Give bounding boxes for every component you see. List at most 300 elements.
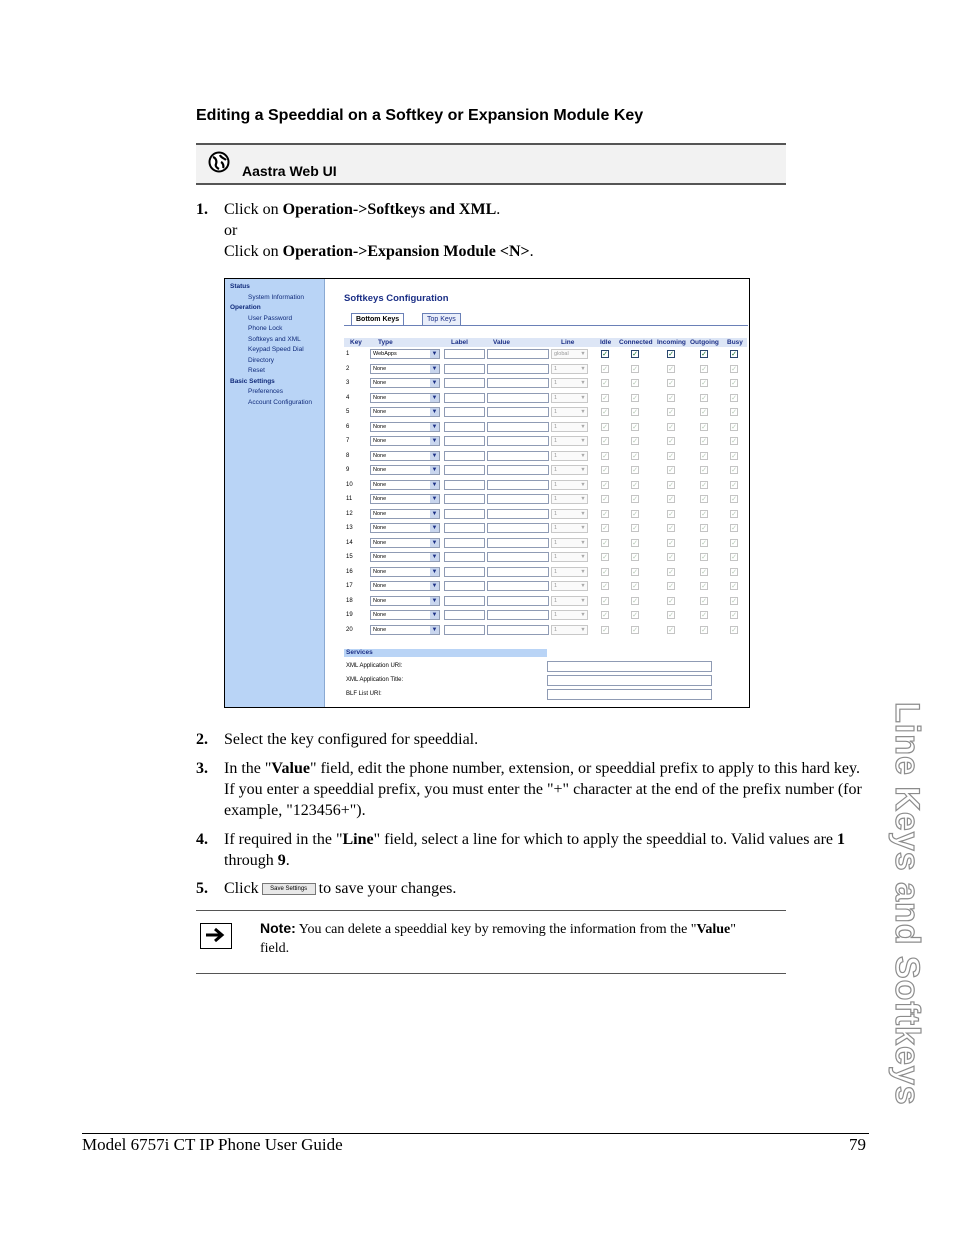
- state-checkbox[interactable]: ✓: [632, 351, 638, 358]
- state-checkbox[interactable]: ✓: [731, 394, 737, 402]
- key-number: 1: [346, 351, 350, 357]
- state-checkbox[interactable]: ✓: [602, 612, 608, 619]
- type-select[interactable]: None ▼: [370, 552, 440, 562]
- value-input[interactable]: [487, 610, 549, 620]
- step-1: [196, 199, 868, 262]
- line-select[interactable]: 1 ▼: [551, 523, 588, 533]
- step-1-or: or: [224, 222, 238, 239]
- state-checkbox[interactable]: ✓: [701, 380, 707, 387]
- label-input[interactable]: [444, 538, 485, 548]
- table-row: [325, 625, 749, 637]
- chevron-down-icon: ▼: [580, 597, 586, 604]
- state-checkbox[interactable]: ✓: [668, 554, 674, 561]
- line-select[interactable]: 1 ▼: [551, 552, 588, 562]
- line-select[interactable]: 1 ▼: [551, 494, 588, 504]
- label-input[interactable]: [444, 523, 485, 533]
- value-input[interactable]: [487, 465, 549, 475]
- table-row: [325, 581, 749, 593]
- state-checkbox[interactable]: ✓: [731, 539, 737, 547]
- key-number: 4: [346, 394, 350, 401]
- value-input[interactable]: [487, 436, 549, 446]
- web-ui-bar: [196, 143, 786, 185]
- state-checkbox[interactable]: ✓: [731, 626, 737, 634]
- nav-item[interactable]: Account Configuration: [248, 398, 312, 406]
- value-input[interactable]: [487, 581, 549, 591]
- type-select[interactable]: None ▼: [370, 378, 440, 388]
- table-row: [325, 349, 749, 361]
- type-select[interactable]: None ▼: [370, 480, 440, 490]
- chevron-down-icon: ▼: [431, 394, 438, 401]
- step-number: 1.: [196, 201, 208, 218]
- nav-item[interactable]: Softkeys and XML: [248, 335, 301, 343]
- type-select[interactable]: None ▼: [370, 523, 440, 533]
- state-checkbox[interactable]: ✓: [632, 510, 638, 518]
- label-input[interactable]: [444, 436, 485, 446]
- tab-bottom-keys[interactable]: Bottom Keys: [351, 313, 404, 325]
- services-header: Services: [344, 649, 547, 657]
- line-select[interactable]: 1 ▼: [551, 465, 588, 475]
- state-checkbox[interactable]: ✓: [731, 481, 737, 489]
- chevron-down-icon: ▼: [580, 423, 586, 430]
- state-checkbox[interactable]: ✓: [701, 423, 707, 431]
- value-input[interactable]: [487, 480, 549, 490]
- key-number: 13: [346, 525, 353, 531]
- chevron-down-icon: ▼: [431, 496, 438, 502]
- value-input[interactable]: [487, 567, 549, 577]
- state-checkbox[interactable]: ✓: [701, 481, 707, 489]
- state-checkbox[interactable]: ✓: [632, 365, 638, 373]
- state-checkbox[interactable]: ✓: [731, 452, 737, 460]
- value-input[interactable]: [487, 538, 549, 548]
- value-input[interactable]: [487, 364, 549, 374]
- state-checkbox[interactable]: ✓: [668, 394, 674, 402]
- state-checkbox[interactable]: ✓: [632, 626, 638, 634]
- state-checkbox[interactable]: ✓: [701, 612, 707, 619]
- state-checkbox[interactable]: ✓: [731, 380, 737, 387]
- label-input[interactable]: [444, 407, 485, 417]
- service-input[interactable]: [547, 675, 712, 686]
- table-row: [325, 480, 749, 492]
- state-checkbox[interactable]: ✓: [668, 467, 674, 474]
- chevron-down-icon: ▼: [431, 539, 438, 546]
- type-select[interactable]: None ▼: [370, 407, 440, 417]
- state-checkbox[interactable]: ✓: [602, 626, 608, 634]
- state-checkbox[interactable]: ✓: [632, 409, 638, 416]
- line-select[interactable]: 1 ▼: [551, 509, 588, 519]
- label-input[interactable]: [444, 349, 485, 359]
- line-select[interactable]: global ▼: [551, 349, 588, 359]
- label-input[interactable]: [444, 393, 485, 403]
- key-number: 3: [346, 380, 350, 386]
- label-input[interactable]: [444, 465, 485, 475]
- state-checkbox[interactable]: ✓: [632, 423, 638, 431]
- table-row: [325, 436, 749, 448]
- state-checkbox[interactable]: ✓: [632, 438, 638, 445]
- table-row: [325, 509, 749, 521]
- state-checkbox[interactable]: ✓: [602, 554, 608, 561]
- column-header: Type: [378, 339, 393, 346]
- value-input[interactable]: [487, 378, 549, 388]
- label-input[interactable]: [444, 422, 485, 432]
- state-checkbox[interactable]: ✓: [701, 554, 707, 561]
- line-select[interactable]: 1 ▼: [551, 422, 588, 432]
- key-number: 16: [346, 568, 353, 575]
- arrow-right-icon: [200, 923, 232, 949]
- table-header-bg: [344, 338, 747, 347]
- state-checkbox[interactable]: ✓: [731, 423, 737, 431]
- column-header: Incoming: [657, 339, 686, 346]
- step-2: 2. Select the key configured for speeddial.: [196, 731, 479, 748]
- table-row: [325, 523, 749, 535]
- state-checkbox[interactable]: ✓: [701, 626, 707, 634]
- state-checkbox[interactable]: ✓: [602, 496, 608, 503]
- nav-item[interactable]: Status: [230, 283, 250, 290]
- chevron-down-icon: ▼: [580, 481, 586, 488]
- column-header: Busy: [727, 339, 743, 346]
- chevron-down-icon: ▼: [580, 626, 586, 633]
- nav-sidebar: [225, 279, 325, 707]
- state-checkbox[interactable]: ✓: [731, 597, 737, 605]
- value-input[interactable]: [487, 407, 549, 417]
- chevron-down-icon: ▼: [580, 467, 586, 473]
- state-checkbox[interactable]: ✓: [731, 510, 737, 518]
- label-input[interactable]: [444, 567, 485, 577]
- state-checkbox[interactable]: ✓: [701, 365, 707, 373]
- key-number: 6: [346, 423, 350, 430]
- service-label: XML Application Title:: [346, 677, 404, 683]
- state-checkbox[interactable]: ✓: [602, 452, 608, 460]
- chevron-down-icon: ▼: [431, 438, 438, 444]
- type-select[interactable]: None ▼: [370, 422, 440, 432]
- softkeys-configuration-screenshot: [224, 278, 750, 708]
- table-row: [325, 393, 749, 405]
- chevron-down-icon: ▼: [431, 510, 438, 517]
- value-input[interactable]: [487, 422, 549, 432]
- type-select[interactable]: None ▼: [370, 538, 440, 548]
- key-number: 20: [346, 626, 353, 633]
- column-header: Key: [350, 339, 362, 346]
- chevron-down-icon: ▼: [431, 467, 438, 473]
- state-checkbox[interactable]: ✓: [632, 597, 638, 605]
- label-input[interactable]: [444, 596, 485, 606]
- state-checkbox[interactable]: ✓: [602, 539, 608, 547]
- state-checkbox[interactable]: ✓: [701, 394, 707, 402]
- side-chapter-title: [854, 700, 926, 1110]
- state-checkbox[interactable]: ✓: [668, 481, 674, 489]
- state-checkbox[interactable]: ✓: [731, 583, 737, 590]
- state-checkbox[interactable]: ✓: [602, 394, 608, 402]
- state-checkbox[interactable]: ✓: [632, 525, 638, 532]
- state-checkbox[interactable]: ✓: [632, 467, 638, 474]
- state-checkbox[interactable]: ✓: [668, 539, 674, 547]
- state-checkbox[interactable]: ✓: [632, 554, 638, 561]
- state-checkbox[interactable]: ✓: [602, 409, 608, 416]
- state-checkbox[interactable]: ✓: [602, 597, 608, 605]
- state-checkbox[interactable]: ✓: [668, 365, 674, 373]
- state-checkbox[interactable]: ✓: [701, 351, 707, 358]
- state-checkbox[interactable]: ✓: [701, 467, 707, 474]
- table-row: [325, 364, 749, 376]
- line-select[interactable]: 1 ▼: [551, 625, 588, 635]
- table-row: [325, 567, 749, 579]
- label-input[interactable]: [444, 610, 485, 620]
- state-checkbox[interactable]: ✓: [632, 612, 638, 619]
- state-checkbox[interactable]: ✓: [731, 351, 737, 358]
- state-checkbox[interactable]: ✓: [668, 380, 674, 387]
- state-checkbox[interactable]: ✓: [701, 510, 707, 518]
- key-number: 18: [346, 597, 353, 604]
- nav-item[interactable]: User Password: [248, 314, 293, 322]
- key-number: 11: [346, 496, 353, 502]
- key-number: 8: [346, 452, 350, 459]
- state-checkbox[interactable]: ✓: [731, 409, 737, 416]
- chevron-down-icon: ▼: [431, 351, 438, 357]
- column-header: Connected: [619, 339, 653, 346]
- table-row: [325, 494, 749, 506]
- nav-item[interactable]: Directory: [248, 356, 275, 364]
- state-checkbox[interactable]: ✓: [701, 496, 707, 503]
- state-checkbox[interactable]: ✓: [731, 438, 737, 445]
- state-checkbox[interactable]: ✓: [668, 597, 674, 605]
- label-input[interactable]: [444, 451, 485, 461]
- state-checkbox[interactable]: ✓: [731, 554, 737, 561]
- chevron-down-icon: ▼: [431, 409, 438, 415]
- state-checkbox[interactable]: ✓: [602, 380, 608, 387]
- softkeys-content: [325, 279, 749, 707]
- line-select[interactable]: 1 ▼: [551, 596, 588, 606]
- key-number: 15: [346, 554, 353, 560]
- service-input[interactable]: [547, 689, 712, 700]
- line-select[interactable]: 1 ▼: [551, 480, 588, 490]
- chevron-down-icon: ▼: [580, 496, 586, 502]
- type-select[interactable]: None ▼: [370, 581, 440, 591]
- nav-item[interactable]: Keypad Speed Dial: [248, 346, 304, 353]
- line-select[interactable]: 1 ▼: [551, 451, 588, 461]
- state-checkbox[interactable]: ✓: [602, 351, 608, 358]
- state-checkbox[interactable]: ✓: [668, 409, 674, 416]
- line-select[interactable]: 1 ▼: [551, 407, 588, 417]
- state-checkbox[interactable]: ✓: [668, 496, 674, 503]
- state-checkbox[interactable]: ✓: [701, 438, 707, 445]
- label-input[interactable]: [444, 480, 485, 490]
- nav-item[interactable]: System Information: [248, 293, 304, 301]
- column-header: Value: [493, 339, 510, 346]
- chevron-down-icon: ▼: [580, 394, 586, 401]
- step-5: 5. Click Save Settings to save your changes.: [196, 880, 457, 897]
- step-3: 3. In the "Value" field, edit the phone number, extension, or speeddial prefix to apply to this hard key. If you enter a speeddial prefix, you must enter the "+" character at the end of the prefix number (for example, "123456+").: [196, 760, 862, 819]
- state-checkbox[interactable]: ✓: [632, 539, 638, 547]
- state-checkbox[interactable]: ✓: [602, 467, 608, 474]
- type-select[interactable]: None ▼: [370, 596, 440, 606]
- note-text: Note: You can delete a speeddial key by removing the information from the "Value" field.: [260, 920, 736, 956]
- value-input[interactable]: [487, 509, 549, 519]
- state-checkbox[interactable]: ✓: [701, 583, 707, 590]
- state-checkbox[interactable]: ✓: [632, 583, 638, 590]
- state-checkbox[interactable]: ✓: [668, 510, 674, 518]
- key-number: 9: [346, 467, 350, 473]
- chevron-down-icon: ▼: [580, 568, 586, 575]
- line-select[interactable]: 1 ▼: [551, 581, 588, 591]
- page-number: 79: [849, 1135, 866, 1154]
- key-number: 12: [346, 510, 353, 517]
- key-number: 10: [346, 481, 353, 488]
- value-input[interactable]: [487, 494, 549, 504]
- value-input[interactable]: [487, 349, 549, 359]
- type-select[interactable]: None ▼: [370, 393, 440, 403]
- type-select[interactable]: None ▼: [370, 451, 440, 461]
- state-checkbox[interactable]: ✓: [731, 525, 737, 532]
- save-settings-button[interactable]: Save Settings: [262, 883, 316, 895]
- nav-item[interactable]: Preferences: [248, 388, 284, 395]
- table-row: [325, 422, 749, 434]
- line-select[interactable]: 1 ▼: [551, 567, 588, 577]
- state-checkbox[interactable]: ✓: [731, 467, 737, 474]
- state-checkbox[interactable]: ✓: [632, 394, 638, 402]
- state-checkbox[interactable]: ✓: [602, 365, 608, 373]
- state-checkbox[interactable]: ✓: [632, 496, 638, 503]
- key-number: 5: [346, 409, 350, 415]
- label-input[interactable]: [444, 581, 485, 591]
- state-checkbox[interactable]: ✓: [632, 380, 638, 387]
- chevron-down-icon: ▼: [580, 351, 586, 357]
- chevron-down-icon: ▼: [431, 612, 438, 618]
- line-select[interactable]: 1 ▼: [551, 436, 588, 446]
- step-1-line-2: Click on Operation->Expansion Module <N>.: [224, 243, 534, 260]
- tab-divider: [344, 325, 748, 326]
- key-number: 19: [346, 612, 353, 618]
- column-header: Line: [561, 339, 575, 346]
- type-select[interactable]: WebApps ▼: [370, 349, 440, 359]
- chevron-down-icon: ▼: [431, 452, 438, 459]
- state-checkbox[interactable]: ✓: [632, 452, 638, 460]
- tab-top-keys[interactable]: Top Keys: [422, 313, 461, 325]
- state-checkbox[interactable]: ✓: [701, 452, 707, 460]
- label-input[interactable]: [444, 364, 485, 374]
- value-input[interactable]: [487, 523, 549, 533]
- state-checkbox[interactable]: ✓: [731, 612, 737, 619]
- key-number: 7: [346, 438, 350, 444]
- state-checkbox[interactable]: ✓: [731, 568, 737, 576]
- table-row: [325, 552, 749, 564]
- table-row: [325, 451, 749, 463]
- table-row: [325, 465, 749, 477]
- chevron-down-icon: ▼: [431, 423, 438, 430]
- state-checkbox[interactable]: ✓: [602, 568, 608, 576]
- state-checkbox[interactable]: ✓: [602, 525, 608, 532]
- state-checkbox[interactable]: ✓: [668, 626, 674, 634]
- state-checkbox[interactable]: ✓: [668, 525, 674, 532]
- chevron-down-icon: ▼: [580, 438, 586, 444]
- type-select[interactable]: None ▼: [370, 625, 440, 635]
- service-input[interactable]: [547, 661, 712, 672]
- state-checkbox[interactable]: ✓: [668, 452, 674, 460]
- nav-item[interactable]: Phone Lock: [248, 325, 283, 332]
- state-checkbox[interactable]: ✓: [701, 409, 707, 416]
- line-select[interactable]: 1 ▼: [551, 610, 588, 620]
- state-checkbox[interactable]: ✓: [668, 351, 674, 358]
- step-1-line-1: Click on Operation->Softkeys and XML.: [224, 201, 501, 218]
- key-number: 14: [346, 539, 353, 546]
- service-label: BLF List URI:: [346, 691, 382, 697]
- state-checkbox[interactable]: ✓: [701, 568, 707, 576]
- value-input[interactable]: [487, 596, 549, 606]
- type-select[interactable]: None ▼: [370, 364, 440, 374]
- key-number: 2: [346, 365, 350, 372]
- chevron-down-icon: ▼: [431, 481, 438, 488]
- page-title: Softkeys Configuration: [344, 293, 449, 304]
- chevron-down-icon: ▼: [431, 525, 438, 531]
- value-input[interactable]: [487, 552, 549, 562]
- line-select[interactable]: 1 ▼: [551, 378, 588, 388]
- state-checkbox[interactable]: ✓: [668, 612, 674, 619]
- nav-item[interactable]: Basic Settings: [230, 377, 275, 385]
- chevron-down-icon: ▼: [431, 568, 438, 575]
- label-input[interactable]: [444, 625, 485, 635]
- state-checkbox[interactable]: ✓: [701, 597, 707, 605]
- state-checkbox[interactable]: ✓: [602, 481, 608, 489]
- note-box: [196, 910, 786, 974]
- type-select[interactable]: None ▼: [370, 567, 440, 577]
- line-select[interactable]: 1 ▼: [551, 538, 588, 548]
- footer-guide-title: Model 6757i CT IP Phone User Guide: [82, 1135, 343, 1154]
- globe-icon: [208, 151, 230, 178]
- chevron-down-icon: ▼: [580, 365, 586, 372]
- label-input[interactable]: [444, 509, 485, 519]
- value-input[interactable]: [487, 451, 549, 461]
- state-checkbox[interactable]: ✓: [731, 365, 737, 373]
- side-chapter-text: Line Keys and Softkeys: [888, 702, 926, 1106]
- web-ui-label: Aastra Web UI: [242, 163, 337, 179]
- nav-item[interactable]: Operation: [230, 304, 261, 311]
- type-select[interactable]: None ▼: [370, 465, 440, 475]
- chevron-down-icon: ▼: [580, 409, 586, 415]
- state-checkbox[interactable]: ✓: [668, 423, 674, 431]
- label-input[interactable]: [444, 378, 485, 388]
- type-select[interactable]: None ▼: [370, 436, 440, 446]
- nav-item[interactable]: Reset: [248, 367, 265, 374]
- type-select[interactable]: None ▼: [370, 509, 440, 519]
- chevron-down-icon: ▼: [580, 583, 586, 589]
- column-header: Idle: [600, 339, 612, 346]
- state-checkbox[interactable]: ✓: [668, 568, 674, 576]
- label-input[interactable]: [444, 494, 485, 504]
- state-checkbox[interactable]: ✓: [602, 438, 608, 445]
- state-checkbox[interactable]: ✓: [701, 525, 707, 532]
- state-checkbox[interactable]: ✓: [632, 568, 638, 576]
- chevron-down-icon: ▼: [431, 554, 438, 560]
- state-checkbox[interactable]: ✓: [701, 539, 707, 547]
- label-input[interactable]: [444, 552, 485, 562]
- step-4: 4. If required in the "Line" field, select a line for which to apply the speeddial to. Valid values are 1 through 9.: [196, 831, 846, 869]
- line-select[interactable]: 1 ▼: [551, 393, 588, 403]
- state-checkbox[interactable]: ✓: [602, 423, 608, 431]
- type-select[interactable]: None ▼: [370, 494, 440, 504]
- service-label: XML Application URI:: [346, 663, 403, 669]
- chevron-down-icon: ▼: [431, 597, 438, 604]
- key-number: 17: [346, 583, 353, 589]
- state-checkbox[interactable]: ✓: [632, 481, 638, 489]
- state-checkbox[interactable]: ✓: [602, 583, 608, 590]
- chevron-down-icon: ▼: [431, 583, 438, 589]
- state-checkbox[interactable]: ✓: [602, 510, 608, 518]
- value-input[interactable]: [487, 625, 549, 635]
- type-select[interactable]: None ▼: [370, 610, 440, 620]
- state-checkbox[interactable]: ✓: [731, 496, 737, 503]
- line-select[interactable]: 1 ▼: [551, 364, 588, 374]
- value-input[interactable]: [487, 393, 549, 403]
- state-checkbox[interactable]: ✓: [668, 438, 674, 445]
- state-checkbox[interactable]: ✓: [668, 583, 674, 590]
